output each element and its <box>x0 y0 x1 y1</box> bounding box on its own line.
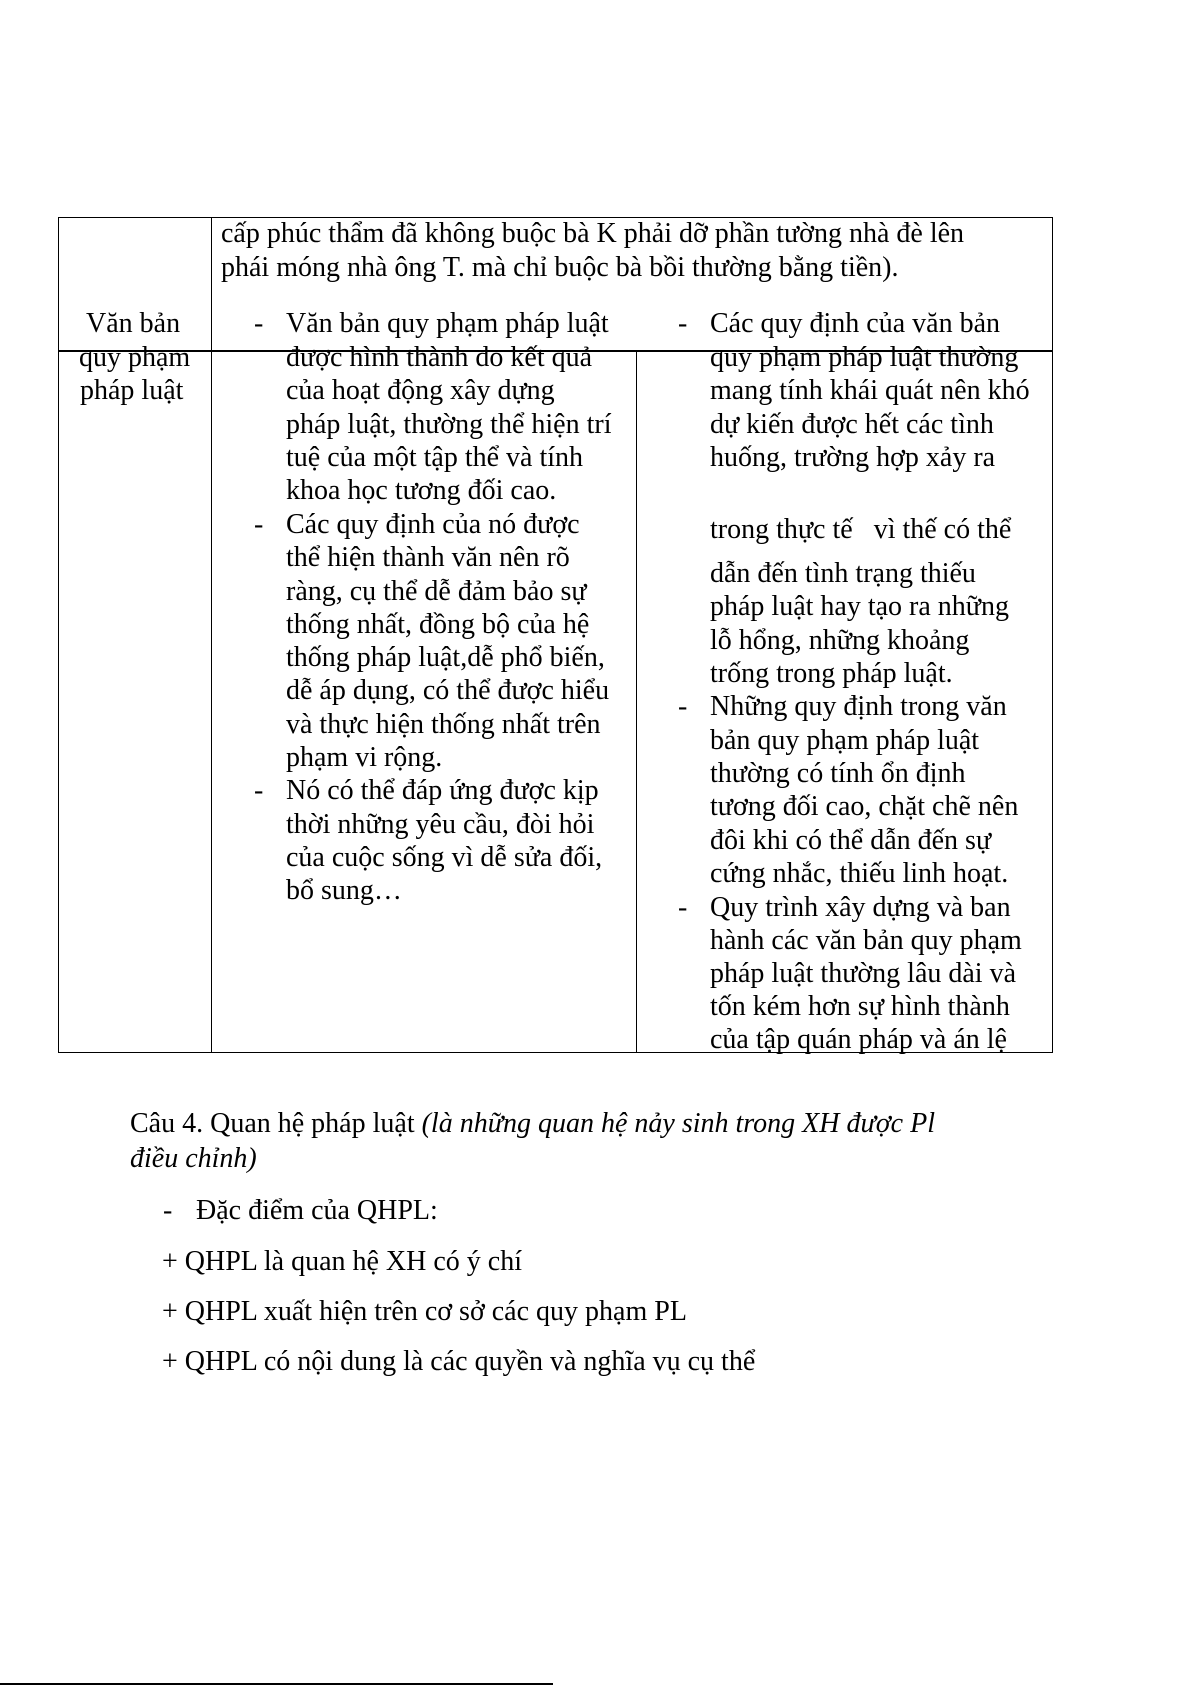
subheading: Đặc điểm của QHPL: <box>196 1195 438 1226</box>
text-line: tốn kém hơn sự hình thành <box>710 991 1010 1022</box>
bullet-dash: - <box>678 308 688 339</box>
row-header-line: quy phạm <box>79 342 191 373</box>
section-title-text: Câu 4. Quan hệ pháp luật <box>130 1108 422 1139</box>
table-border-right <box>1052 217 1053 1053</box>
text-line: Nó có thể đáp ứng được kịp <box>286 775 599 806</box>
bullet-dash: - <box>254 509 264 540</box>
text-line: thời những yêu cầu, đòi hỏi <box>286 809 595 840</box>
section-title-note: (là những quan hệ nảy sinh trong XH được Pl <box>421 1108 935 1139</box>
section-title-note-continued <box>130 1142 257 1176</box>
point-item: + QHPL có nội dung là các quyền và nghĩa vụ cụ thể <box>162 1346 756 1377</box>
text-line: tương đối cao, chặt chẽ nên <box>710 791 1019 822</box>
text-line: Các quy định của văn bản <box>710 308 1001 339</box>
text-line: phạm vi rộng. <box>286 742 443 773</box>
text-line: thống nhất, đồng bộ của hệ <box>286 609 590 640</box>
text-line: thể hiện thành văn nên rõ <box>286 542 570 573</box>
text-line: Các quy định của nó được <box>286 509 580 540</box>
text-line: bổ sung… <box>286 875 402 906</box>
text-line: pháp luật thường lâu dài và <box>710 958 1017 989</box>
point-item: + QHPL xuất hiện trên cơ sở các quy phạm PL <box>162 1296 687 1327</box>
row-header-line: pháp luật <box>80 375 184 406</box>
bullet-dash: - <box>254 308 264 339</box>
text-line: của cuộc sống vì dễ sửa đối, <box>286 842 603 873</box>
point-item: + QHPL là quan hệ XH có ý chí <box>162 1246 523 1277</box>
bullet-dash: - <box>678 892 688 923</box>
text-line: ràng, cụ thể dễ đảm bảo sự <box>286 576 587 607</box>
text-line: dự kiến được hết các tình <box>710 409 994 440</box>
section-title <box>130 1107 935 1141</box>
section-title-note-text: điều chỉnh) <box>130 1143 257 1174</box>
text-line: pháp luật hay tạo ra những <box>710 591 1009 622</box>
text-line: bản quy phạm pháp luật <box>710 725 980 756</box>
text-line: trống trong pháp luật. <box>710 658 953 689</box>
text-line: tuệ của một tập thể và tính <box>286 442 584 473</box>
text-line: mang tính khái quát nên khó <box>710 375 1030 406</box>
text-line: và thực hiện thống nhất trên <box>286 709 601 740</box>
text-line: khoa học tương đối cao. <box>286 475 557 506</box>
text-line: huống, trường hợp xảy ra <box>710 442 996 473</box>
text-line: thống pháp luật,dễ phổ biến, <box>286 642 605 673</box>
row-header-line: Văn bản <box>86 308 181 339</box>
text-line: dễ áp dụng, có thể được hiểu <box>286 675 610 706</box>
column-divider-1 <box>211 217 212 1053</box>
text-line: Những quy định trong văn <box>710 691 1007 722</box>
text-line: đôi khi có thể dẫn đến sự <box>710 825 992 856</box>
top-row-line: cấp phúc thẩm đã không buộc bà K phải dỡ phần tường nhà đè lên <box>221 218 965 249</box>
bullet-dash: - <box>254 775 264 806</box>
text-line: dẫn đến tình trạng thiếu <box>710 558 976 589</box>
text-line: quy phạm pháp luật thường <box>710 342 1019 373</box>
table-border-left <box>58 217 59 1053</box>
text-line: lỗ hổng, những khoảng <box>710 625 970 656</box>
text-line: được hình thành do kết quả <box>286 342 593 373</box>
text-line: trong thực tế vì thế có thể <box>710 514 1012 545</box>
text-line: của tập quán pháp và án lệ <box>710 1024 1007 1055</box>
text-line: thường có tính ổn định <box>710 758 966 789</box>
text-line: pháp luật, thường thể hiện trí <box>286 409 612 440</box>
text-line: Văn bản quy phạm pháp luật <box>286 308 609 339</box>
bullet-dash: - <box>678 691 688 722</box>
text-line: Quy trình xây dựng và ban <box>710 892 1011 923</box>
text-line: của hoạt động xây dựng <box>286 375 555 406</box>
text-line: hành các văn bản quy phạm <box>710 925 1022 956</box>
bullet-dash: - <box>163 1195 173 1226</box>
column-divider-2 <box>636 350 637 1053</box>
top-row-line: phái móng nhà ông T. mà chỉ buộc bà bồi thường bằng tiền). <box>221 252 899 283</box>
text-line: cứng nhắc, thiếu linh hoạt. <box>710 858 1009 889</box>
